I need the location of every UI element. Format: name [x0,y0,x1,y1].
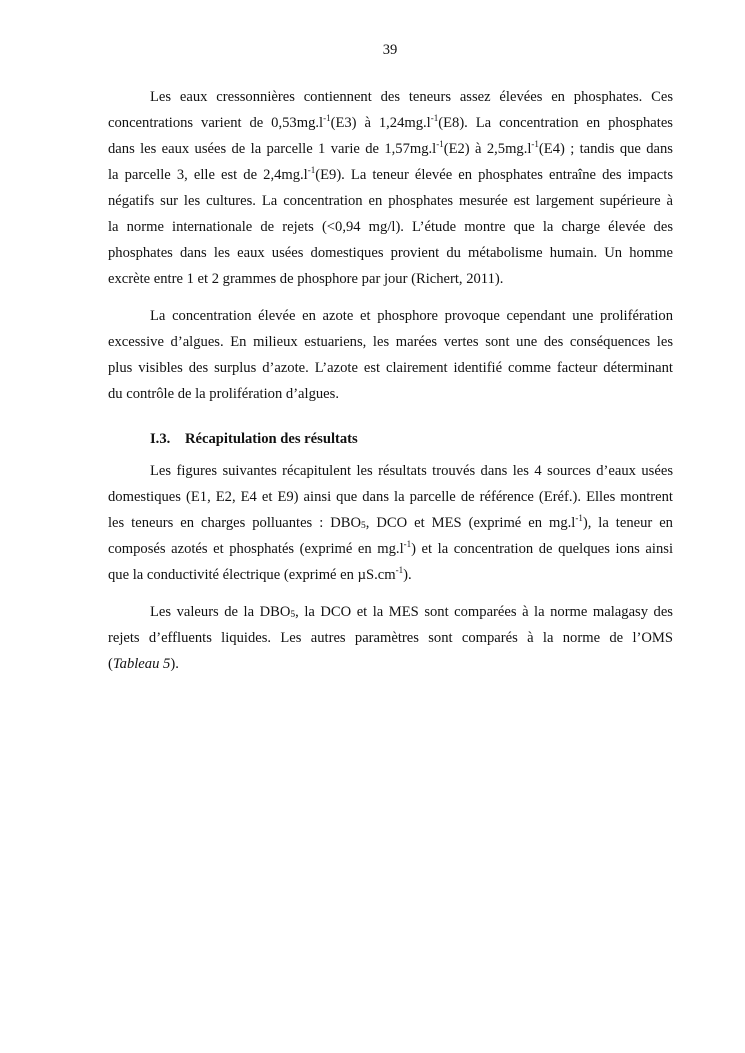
text-run: ). [403,567,412,583]
text-line [108,625,673,651]
text-run: (E3) à 1,24mg.l [330,115,431,131]
superscript: -1 [395,565,404,575]
text-run: (E8). La concentration en phosphates [438,115,673,131]
subscript: 5 [290,610,296,620]
section-heading [150,426,358,452]
superscript: -1 [323,113,331,123]
superscript: -1 [430,113,439,123]
text-run: du contrôle de la prolifération d’algues. [108,386,339,402]
text-line [108,355,673,381]
paragraph-algues [108,303,673,407]
paragraph-normes [108,599,673,677]
superscript: -1 [436,139,444,149]
text-line [108,303,673,329]
text-run: que la conductivité électrique (exprimé en µS.cm [108,567,396,583]
text-run: (E4) ; tandis que dans [538,141,673,157]
text-line [108,110,673,136]
text-run: dans les eaux usées de la parcelle 1 varie de 1,57mg.l [108,141,437,157]
section-number: I.3. [150,431,171,447]
text-run: (E2) à 2,5mg.l [443,141,532,157]
text-run: ( [108,656,113,672]
text-run: domestiques (E1, E2, E4 et E9) ainsi que dans la parcelle de référence (Eréf.). Elles montrent [108,489,673,505]
text-run: Les valeurs de la DBO [150,604,291,620]
text-line [108,562,673,588]
superscript: -1 [531,139,539,149]
superscript: -1 [575,513,583,523]
text-run: négatifs sur les cultures. La concentration en phosphates mesurée est largement supérieure à [108,193,673,209]
text-line [108,266,673,292]
text-line [108,458,673,484]
text-line [108,599,673,625]
text-line [108,510,673,536]
text-run: Les figures suivantes récapitulent les résultats trouvés dans les 4 sources d’eaux usées [150,463,673,479]
text-run: les teneurs en charges polluantes : DBO [108,515,362,531]
text-run: excessive d’algues. En milieux estuariens, les marées vertes sont une des conséquences les [108,334,673,350]
italic-reference: Tableau 5 [112,656,171,672]
text-run: la parcelle 3, elle est de 2,4mg.l [108,167,308,183]
text-line [108,329,673,355]
text-run: excrète entre 1 et 2 grammes de phosphore par jour (Richert, 2011). [108,271,504,287]
superscript: -1 [307,165,316,175]
text-run: ). [170,656,179,672]
text-run: , DCO et MES (exprimé en mg.l [365,515,576,531]
text-run: ) et la concentration de quelques ions ainsi [411,541,673,557]
paragraph-phosphates [108,84,673,292]
text-run: la norme internationale de rejets (<0,94 mg/l). L’étude montre que la charge élevée des [108,219,673,235]
text-line [108,484,673,510]
text-run: ), la teneur en [582,515,673,531]
section-title: Récapitulation des résultats [185,431,358,447]
text-line [108,84,673,110]
subscript: 5 [361,521,366,531]
text-run: Les eaux cressonnières contiennent des teneurs assez élevées en phosphates. Ces [150,89,673,105]
text-run: La concentration élevée en azote et phosphore provoque cependant une prolifération [150,308,673,324]
page-number: 39 [382,42,398,58]
text-run: composés azotés et phosphatés (exprimé en mg.l [108,541,404,557]
text-line [108,136,673,162]
text-line [108,162,673,188]
text-run: concentrations varient de 0,53mg.l [108,115,324,131]
text-line [108,214,673,240]
text-run: phosphates dans les eaux usées domestiques provient du métabolisme humain. Un homme [108,245,673,261]
text-line [108,651,673,677]
text-line [108,381,673,407]
text-run: plus visibles des surplus d’azote. L’azote est clairement identifié comme facteur déterminant [108,360,673,376]
superscript: -1 [403,539,412,549]
text-line [108,188,673,214]
text-run: rejets d’effluents liquides. Les autres paramètres sont comparés à la norme de l’OMS [108,630,673,646]
text-line [108,536,673,562]
paragraph-recapitulation [108,458,673,588]
text-run: (E9). La teneur élevée en phosphates entraîne des impacts [315,167,674,183]
text-run: , la DCO et la MES sont comparées à la norme malagasy des [295,604,673,620]
text-line [108,240,673,266]
